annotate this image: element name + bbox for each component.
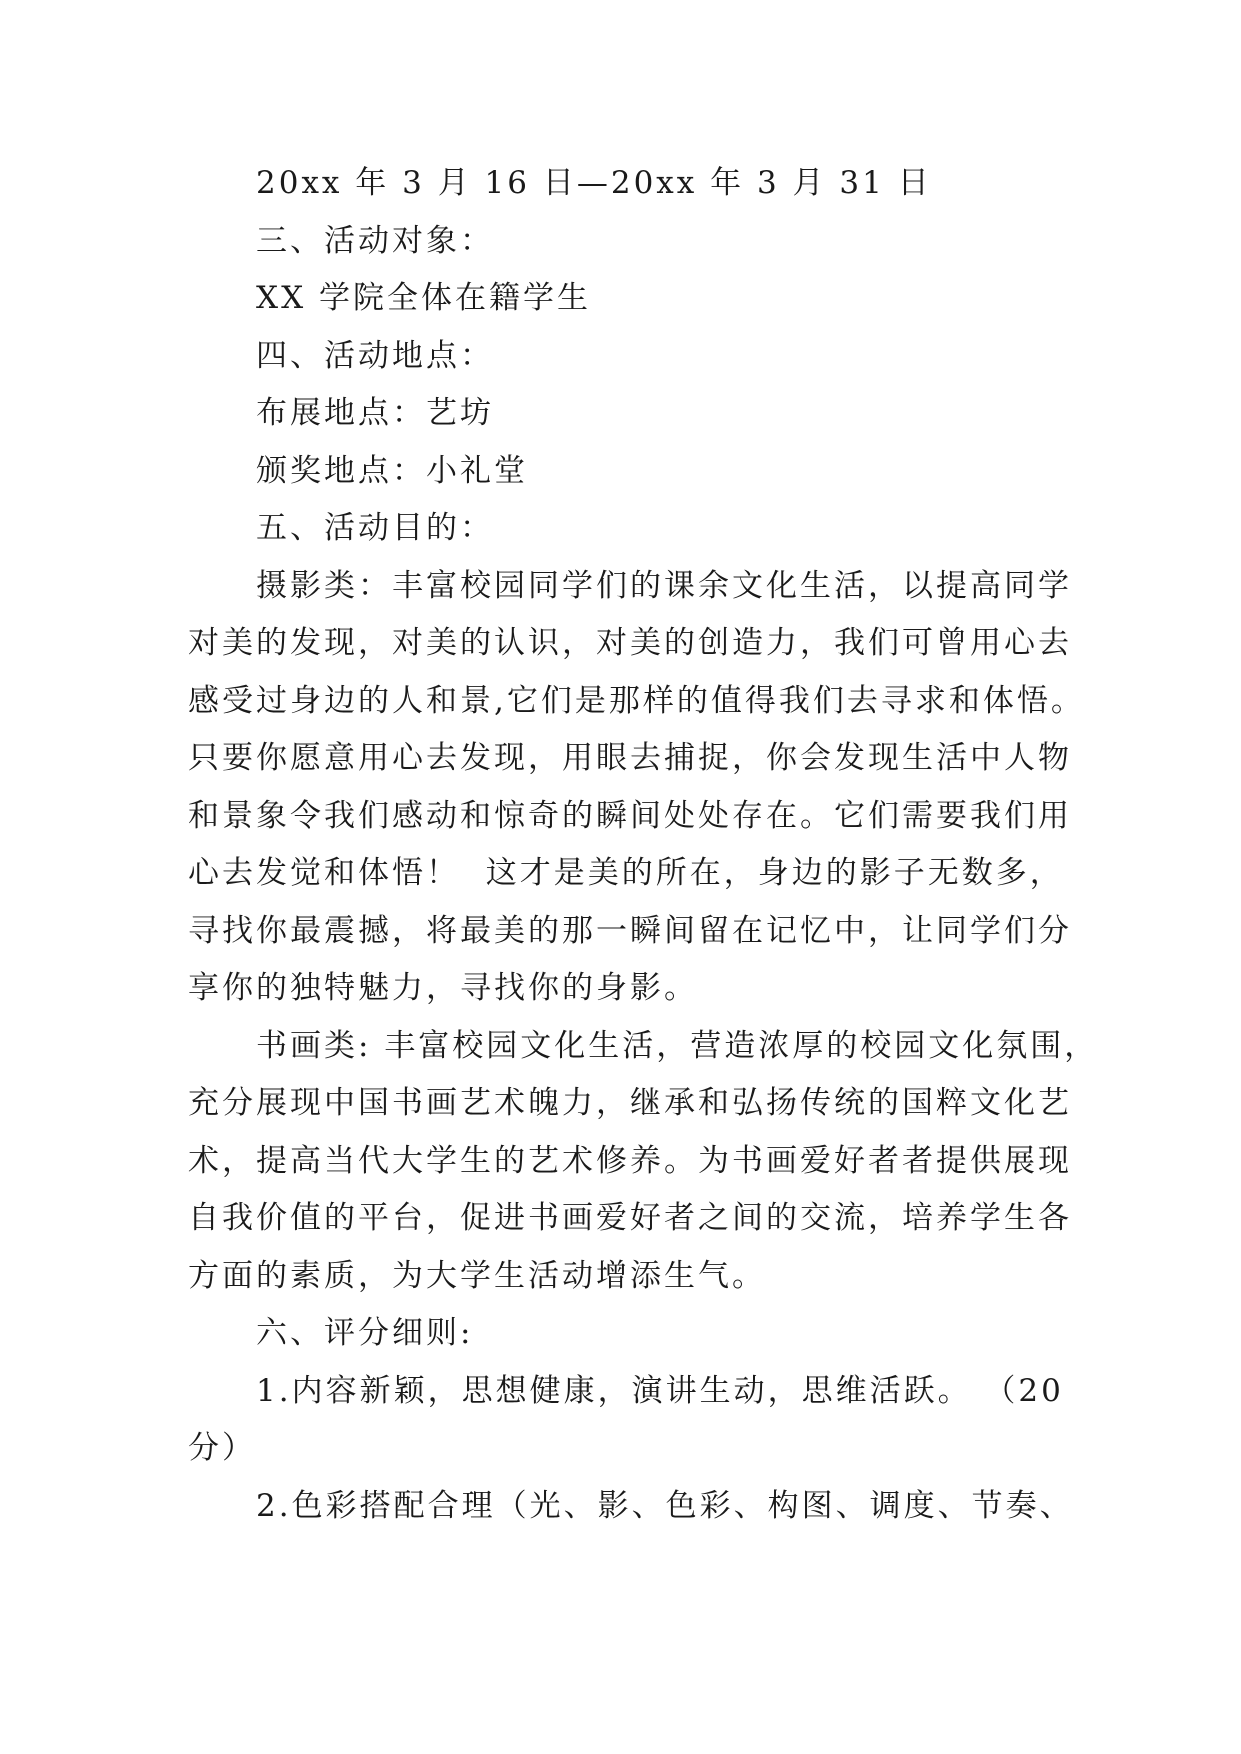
exhibition-location: 布展地点：艺坊 [256,395,494,431]
paragraph-line: 只要你愿意用心去发现，用眼去捕捉，你会发现生活中人物 [188,740,1072,776]
paragraph-line: 摄影类：丰富校园同学们的课余文化生活，以提高同学 [256,567,1072,604]
paragraph-line: 对美的发现，对美的认识，对美的创造力，我们可曾用心去 [188,625,1072,661]
paragraph-line: 和景象令我们感动和惊奇的瞬间处处存在。它们需要我们用 [188,797,1072,834]
photography-paragraph [188,558,1085,1018]
scoring-item-line: 1.内容新颖，思想健康，演讲生动，思维活跃。 （20 [256,1372,1064,1409]
calligraphy-paragraph [188,1018,1099,1306]
paragraph-line: 感受过身边的人和景,它们是那样的值得我们去寻求和体悟。 [188,682,1085,719]
paragraph-line: 自我价值的平台，促进书画爱好者之间的交流，培养学生各 [188,1200,1072,1236]
scoring-item-2 [188,1478,1074,1536]
paragraph-line: 方面的素质，为大学生活动增添生气。 [188,1257,766,1294]
paragraph-line: 享你的独特魅力，寻找你的身影。 [188,970,698,1006]
award-location: 颁奖地点：小礼堂 [256,452,528,489]
audience-text: XX 学院全体在籍学生 [256,280,591,316]
paragraph-line: 寻找你最震撼，将最美的那一瞬间留在记忆中，让同学们分 [188,912,1072,949]
section-heading-purpose: 五、活动目的： [256,510,494,546]
scoring-item-line: 分） [188,1430,256,1466]
section-heading-location: 四、活动地点： [256,337,494,374]
document-body [188,155,1099,1535]
section-heading-scoring: 六、评分细则: [256,1315,474,1351]
paragraph-line: 术，提高当代大学生的艺术修养。为书画爱好者者提供展现 [188,1142,1072,1179]
paragraph-line: 充分展现中国书画艺术魄力，继承和弘扬传统的国粹文化艺 [188,1085,1072,1121]
activity-time: 20xx 年 3 月 16 日—20xx 年 3 月 31 日 [256,165,932,201]
paragraph-line: 心去发觉和体悟！ 这才是美的所在，身边的影子无数多， [188,855,1064,891]
scoring-item-line: 2.色彩搭配合理（光、影、色彩、构图、调度、节奏、 [256,1487,1074,1524]
paragraph-line: 书画类: 丰富校园文化生活，营造浓厚的校园文化氛围， [256,1027,1099,1064]
scoring-item-1 [188,1363,1064,1478]
section-heading-audience: 三、活动对象： [256,222,494,259]
